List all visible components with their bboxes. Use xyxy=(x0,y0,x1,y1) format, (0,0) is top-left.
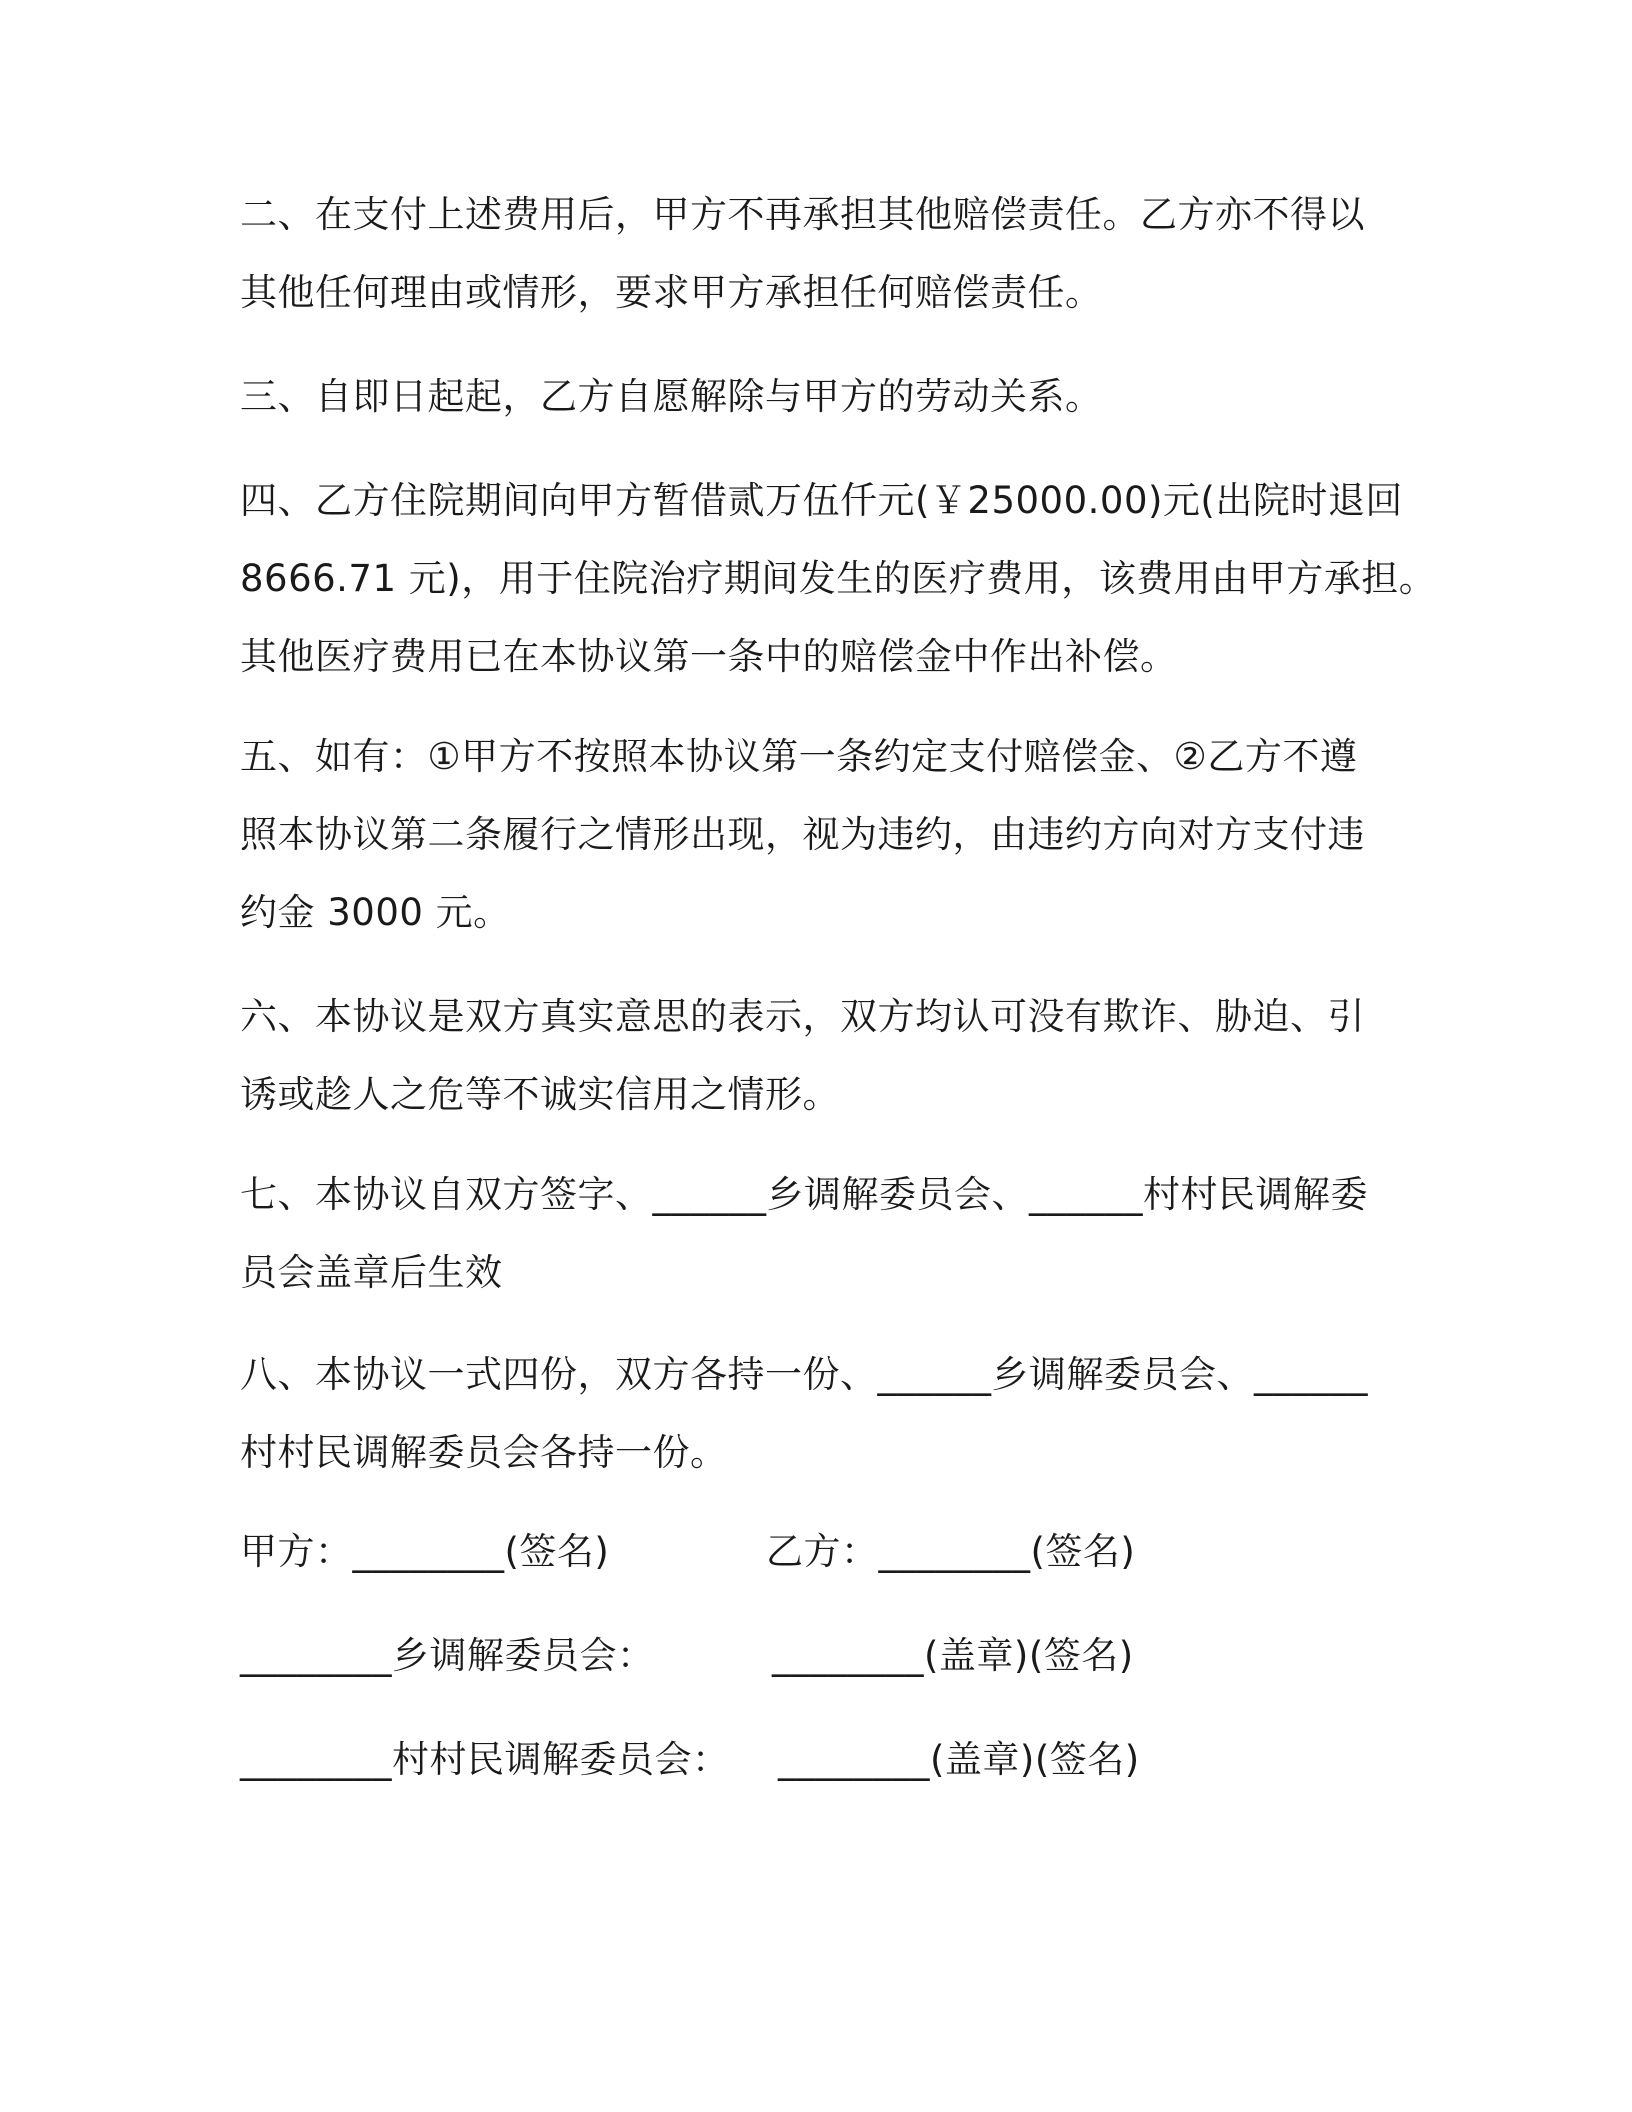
clause-3-line-1: 三、自即日起起，乙方自愿解除与甲方的劳动关系。 xyxy=(240,375,1103,418)
village-committee-seal: ________(盖章)(签名) xyxy=(778,1738,1140,1781)
clause-4-line-2: 8666.71 元)，用于住院治疗期间发生的医疗费用，该费用由甲方承担。 xyxy=(240,557,1437,600)
clause-8-line-1: 八、本协议一式四份，双方各持一份、______乡调解委员会、______ xyxy=(240,1353,1368,1396)
clause-8 xyxy=(240,1336,1420,1492)
clause-6-line-1: 六、本协议是双方真实意思的表示，双方均认可没有欺诈、胁迫、引 xyxy=(240,995,1365,1038)
clause-2-line-2: 其他任何理由或情形，要求甲方承担任何赔偿责任。 xyxy=(240,271,1103,314)
clause-6-line-2: 诱或趁人之危等不诚实信用之情形。 xyxy=(240,1073,840,1116)
clause-4-line-1: 四、乙方住院期间向甲方暂借贰万伍仟元(￥25000.00)元(出院时退回 xyxy=(240,479,1403,522)
clause-5-line-3: 约金 3000 元。 xyxy=(240,891,511,934)
township-committee-label: ________乡调解委员会： xyxy=(240,1634,655,1677)
clause-7 xyxy=(240,1156,1420,1312)
clause-2-line-1: 二、在支付上述费用后，甲方不再承担其他赔偿责任。乙方亦不得以 xyxy=(240,193,1365,236)
clause-7-line-2: 员会盖章后生效 xyxy=(240,1251,503,1294)
clause-5-line-1: 五、如有：①甲方不按照本协议第一条约定支付赔偿金、②乙方不遵 xyxy=(240,735,1358,778)
party-b-signature: 乙方：________(签名) xyxy=(766,1530,1136,1573)
clause-8-line-2: 村村民调解委员会各持一份。 xyxy=(240,1431,728,1474)
party-a-signature: 甲方：________(签名) xyxy=(240,1530,610,1573)
clause-3 xyxy=(240,358,1420,436)
village-committee-label: ________村村民调解委员会： xyxy=(240,1738,730,1781)
clause-4 xyxy=(240,462,1437,696)
clause-6 xyxy=(240,978,1420,1134)
clause-4-line-3: 其他医疗费用已在本协议第一条中的赔偿金中作出补偿。 xyxy=(240,635,1178,678)
clause-7-line-1: 七、本协议自双方签字、______乡调解委员会、______村村民调解委 xyxy=(240,1173,1368,1216)
clause-5 xyxy=(240,718,1420,952)
township-committee-seal: ________(盖章)(签名) xyxy=(772,1634,1134,1677)
clause-5-line-2: 照本协议第二条履行之情形出现，视为违约，由违约方向对方支付违 xyxy=(240,813,1365,856)
clause-2 xyxy=(240,176,1420,332)
